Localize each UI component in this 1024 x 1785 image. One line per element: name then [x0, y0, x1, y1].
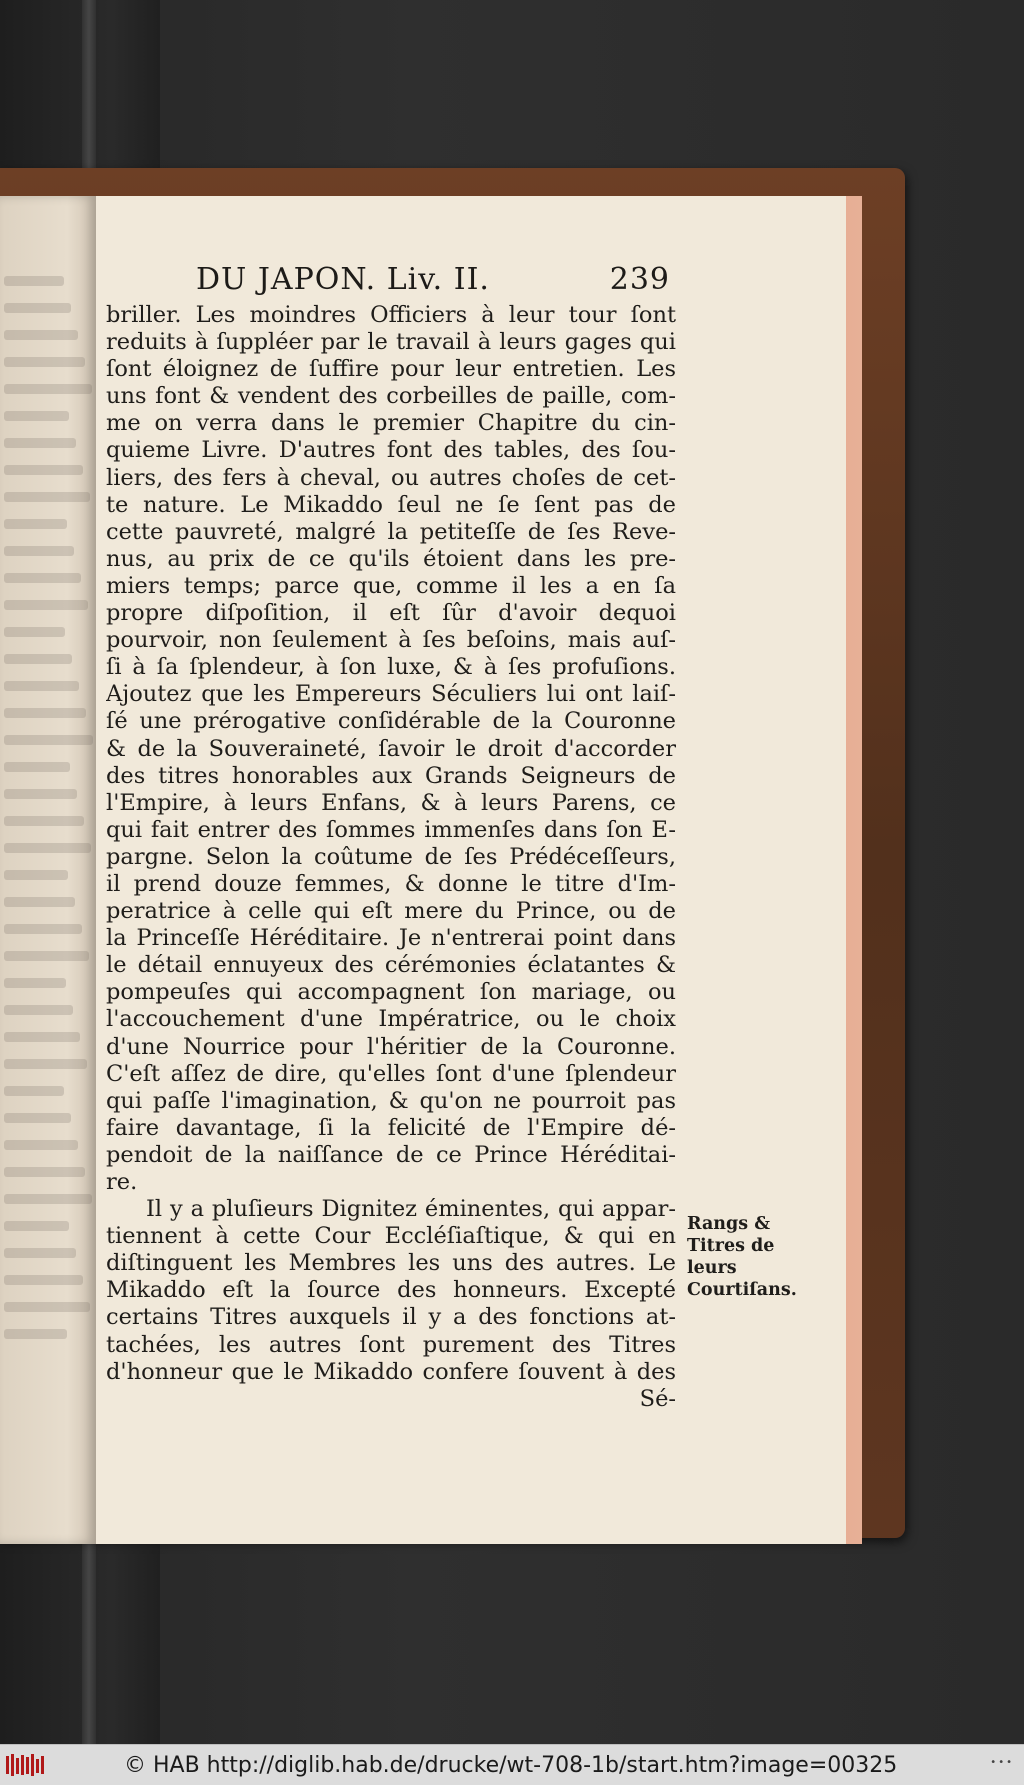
text-line: le détail ennuyeux des cérémonies éclatantes &	[106, 952, 676, 979]
bleed-mark	[4, 1140, 78, 1150]
bleed-mark	[4, 1302, 90, 1312]
text-line: la Princeſſe Héréditaire. Je n'entrerai point dans	[106, 925, 676, 952]
text-line: l'accouchement d'une Impératrice, ou le choix	[106, 1006, 676, 1033]
bleed-mark	[4, 1167, 85, 1177]
text-line: l'Empire, à leurs Enfans, & à leurs Parens, ce	[106, 789, 676, 816]
bleed-mark	[4, 735, 93, 745]
text-line: faire davantage, ſi la felicité de l'Empire dé-	[106, 1114, 676, 1141]
text-line: pompeuſes qui accompagnent ſon mariage, ou	[106, 979, 676, 1006]
text-line: Mikaddo eſt la ſource des honneurs. Excepté	[106, 1277, 676, 1304]
margin-note-line: Courtiſans.	[687, 1280, 797, 1300]
bleed-mark	[4, 1275, 83, 1285]
text-line: C'eſt aſſez de dire, qu'elles ſont d'une ſplendeur	[106, 1060, 676, 1087]
bleed-mark	[4, 573, 81, 583]
bleed-mark	[4, 276, 64, 286]
viewer-footer	[0, 1744, 1024, 1785]
text-line: te nature. Le Mikaddo ſeul ne ſe ſent pas de	[106, 491, 676, 518]
bleed-mark	[4, 411, 69, 421]
text-line: miers temps; parce que, comme il les a en ſa	[106, 572, 676, 599]
text-line: tachées, les autres ſont purement des Titres	[106, 1331, 676, 1358]
bleed-mark	[4, 357, 85, 367]
text-line: Ajoutez que les Empereurs Séculiers lui ont laiſ-	[106, 681, 676, 708]
bleed-mark	[4, 330, 78, 340]
text-line: ſé une prérogative conſidérable de la Couronne	[106, 708, 676, 735]
bleed-mark	[4, 492, 90, 502]
bleed-mark	[4, 681, 79, 691]
margin-note-line: leurs	[687, 1258, 737, 1278]
text-line: d'honneur que le Mikaddo confere ſouvent à des	[106, 1358, 676, 1385]
margin-note-line: Titres de	[687, 1236, 775, 1256]
bleed-mark	[4, 789, 77, 799]
margin-note	[687, 1213, 797, 1301]
bleed-mark	[4, 654, 72, 664]
text-line: certains Titres auxquels il y a des fonctions at-	[106, 1304, 676, 1331]
text-line: reduits à ſuppléer par le travail à leurs gages qui	[106, 329, 676, 356]
bleed-mark	[4, 843, 91, 853]
bleed-mark	[4, 762, 70, 772]
text-line: ſont éloignez de ſuffire pour leur entretien. Les	[106, 356, 676, 383]
bleed-mark	[4, 465, 83, 475]
bleed-mark	[4, 897, 75, 907]
text-line: uns font & vendent des corbeilles de paille, com-	[106, 383, 676, 410]
bleed-mark	[4, 303, 71, 313]
text-line: me on verra dans le premier Chapitre du cin-	[106, 410, 676, 437]
text-line: quieme Livre. D'autres font des tables, des ſou-	[106, 437, 676, 464]
facing-page-bleed	[0, 196, 96, 1544]
text-line: qui paſſe l'imagination, & qu'on ne pourroit pas	[106, 1087, 676, 1114]
bleed-mark	[4, 546, 74, 556]
bleed-mark	[4, 600, 88, 610]
bleed-mark	[4, 1086, 64, 1096]
text-line: tiennent à cette Cour Eccléſiaſtique, & qui en	[106, 1223, 676, 1250]
bleed-mark	[4, 1221, 69, 1231]
more-icon[interactable]: •••	[990, 1757, 1014, 1768]
bleed-mark	[4, 1032, 80, 1042]
text-line: d'une Nourrice pour l'héritier de la Couronne.	[106, 1033, 676, 1060]
bleed-mark	[4, 1005, 73, 1015]
text-line: Sé-	[639, 1385, 676, 1412]
bleed-mark	[4, 627, 65, 637]
text-line: qui fait entrer des ſommes immenſes dans ſon E-	[106, 816, 676, 843]
bleed-mark	[4, 1113, 71, 1123]
text-line: & de la Souveraineté, ſavoir le droit d'accorder	[106, 735, 676, 762]
bleed-mark	[4, 519, 67, 529]
text-line: pendoit de la naiſſance de ce Prince Héréditai-	[106, 1141, 676, 1168]
text-line: briller. Les moindres Officiers à leur tour ſont	[106, 302, 676, 328]
hab-logo-icon	[6, 1754, 44, 1776]
text-line: diſtinguent les Membres les uns des autres. Le	[106, 1250, 676, 1277]
bleed-mark	[4, 1194, 92, 1204]
bleed-mark	[4, 1329, 67, 1339]
bleed-mark	[4, 708, 86, 718]
text-line: pourvoir, non ſeulement à ſes beſoins, mais auſ-	[106, 627, 676, 654]
bleed-mark	[4, 438, 76, 448]
page-number: 239	[609, 262, 670, 297]
text-line: liers, des fers à cheval, ou autres choſes de cet-	[106, 464, 676, 491]
text-line: cette pauvreté, malgré la petiteſſe de ſes Reve-	[106, 518, 676, 545]
text-line: il prend douze femmes, & donne le titre d'Im-	[106, 870, 676, 897]
running-header	[196, 262, 670, 298]
text-line: ſi à ſa ſplendeur, à ſon luxe, & à ſes profuſions.	[106, 654, 676, 681]
text-line: pargne. Selon la coûtume de ſes Prédéceſſeurs,	[106, 843, 676, 870]
bleed-mark	[4, 1059, 87, 1069]
header-title: DU JAPON. Liv. II.	[196, 262, 490, 297]
bleed-mark	[4, 1248, 76, 1258]
copyright-link[interactable]: © HAB http://diglib.hab.de/drucke/wt-708-1b/start.htm?image=00325	[124, 1753, 898, 1778]
body-text	[106, 302, 676, 1413]
bleed-mark	[4, 816, 84, 826]
text-line: des titres honorables aux Grands Seigneurs de	[106, 762, 676, 789]
bleed-mark	[4, 978, 66, 988]
text-line: nus, au prix de ce qu'ils étoient dans les pre-	[106, 545, 676, 572]
bleed-mark	[4, 951, 89, 961]
text-line: re.	[106, 1169, 138, 1195]
bleed-mark	[4, 384, 92, 394]
text-line: propre diſpoſition, il eſt ſûr d'avoir dequoi	[106, 600, 676, 627]
text-line: peratrice à celle qui eſt mere du Prince, ou de	[106, 898, 676, 925]
bleed-mark	[4, 870, 68, 880]
margin-note-line: Rangs &	[687, 1214, 770, 1234]
text-line: Il y a pluſieurs Dignitez éminentes, qui appar-	[146, 1196, 676, 1223]
bleed-mark	[4, 924, 82, 934]
